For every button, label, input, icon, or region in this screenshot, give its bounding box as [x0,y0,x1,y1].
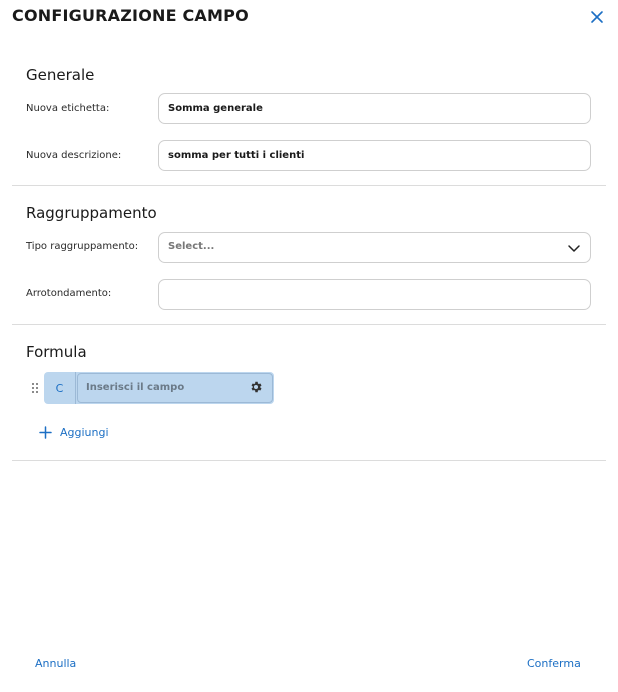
plus-icon [39,426,52,439]
tipo-raggruppamento-select[interactable] [158,232,591,263]
cancel-button[interactable]: Annulla [35,657,77,670]
nuova-etichetta-input[interactable] [158,93,591,124]
section-divider [12,185,606,186]
formula-item [44,372,274,404]
label-nuova-descrizione: Nuova descrizione: [26,150,122,161]
close-icon[interactable] [588,8,606,26]
tipo-raggruppamento-placeholder: Select... [168,241,215,252]
drag-handle-icon[interactable] [31,382,39,396]
formula-item-type-button[interactable]: C [44,372,76,404]
gear-icon[interactable] [249,380,263,394]
dialog-title: CONFIGURAZIONE CAMPO [12,6,249,25]
section-title-formula: Formula [26,343,87,361]
nuova-descrizione-input[interactable] [158,140,591,171]
section-title-generale: Generale [26,66,95,84]
section-divider [12,324,606,325]
label-arrotondamento: Arrotondamento: [26,288,112,299]
add-formula-button[interactable] [39,426,109,439]
formula-field-input[interactable]: Inserisci il campo [77,373,273,403]
confirm-button[interactable]: Conferma [527,657,581,670]
arrotondamento-input[interactable] [158,279,591,310]
label-nuova-etichetta: Nuova etichetta: [26,103,110,114]
section-title-raggruppamento: Raggruppamento [26,204,157,222]
add-formula-label: Aggiungi [60,426,109,439]
label-tipo-raggruppamento: Tipo raggruppamento: [26,241,139,252]
chevron-down-icon [567,243,581,253]
section-divider [12,460,606,461]
